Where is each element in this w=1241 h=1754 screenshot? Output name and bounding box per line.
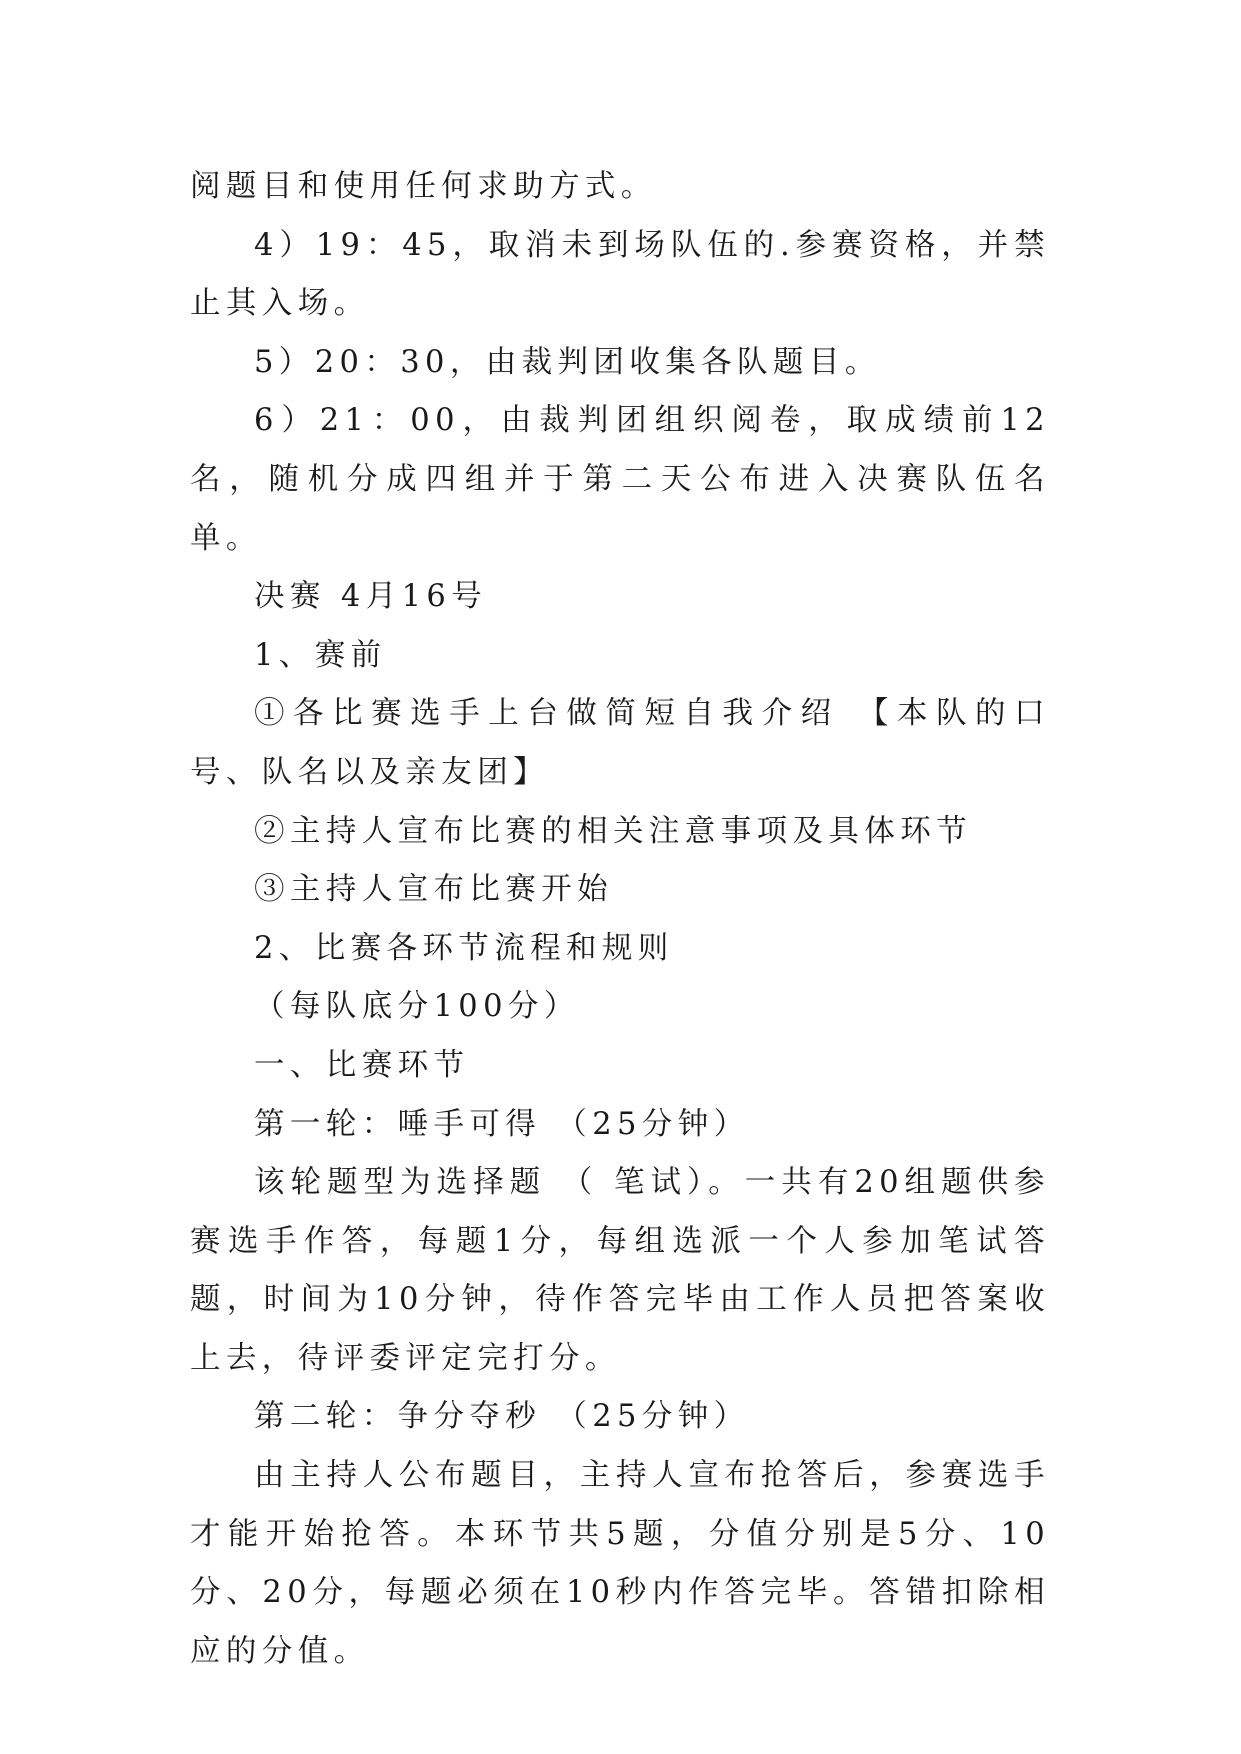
round-2-heading: 第二轮：争分夺秒 （25分钟）	[254, 1399, 750, 1435]
subsection-heading-rules: 2、比赛各环节流程和规则	[254, 930, 674, 966]
paragraph-item-4: 4）19：45，取消未到场队伍的.参赛资格，并禁止其入场。	[190, 227, 1050, 322]
round-2-description: 由主持人公布题目，主持人宣布抢答后，参赛选手才能开始抢答。本环节共5题，分值分别是5分、10分、20分，每题必须在10秒内作答完毕。答错扣除相应的分值。	[190, 1458, 1050, 1669]
paragraph-item-5: 5）20：30，由裁判团收集各队题目。	[254, 344, 881, 380]
list-item-intro: ①各比赛选手上台做简短自我介绍 【本队的口号、队名以及亲友团】	[190, 696, 1050, 790]
subsection-heading-pre-match: 1、赛前	[254, 637, 387, 673]
round-1-heading: 第一轮：唾手可得 （25分钟）	[254, 1106, 750, 1142]
list-item-announce-start: ③主持人宣布比赛开始	[254, 872, 613, 908]
section-heading-final: 决赛 4月16号	[254, 579, 488, 615]
document-body	[190, 158, 1050, 1681]
paragraph-item-6: 6）21：00，由裁判团组织阅卷，取成绩前12名，随机分成四组并于第二天公布进入决赛队伍名单。	[190, 403, 1050, 556]
section-heading-stages: 一、比赛环节	[254, 1047, 470, 1083]
round-1-description: 该轮题型为选择题 （ 笔试）。一共有20组题供参赛选手作答，每题1分，每组选派一个人参加笔试答题，时间为10分钟，待作答完毕由工作人员把答案收上去，待评委评定完打分。	[190, 1165, 1050, 1376]
paragraph-continuation: 阅题目和使用任何求助方式。	[190, 169, 657, 204]
base-score-note: （每队底分100分）	[254, 989, 580, 1025]
list-item-announce-rules: ②主持人宣布比赛的相关注意事项及具体环节	[254, 813, 972, 849]
